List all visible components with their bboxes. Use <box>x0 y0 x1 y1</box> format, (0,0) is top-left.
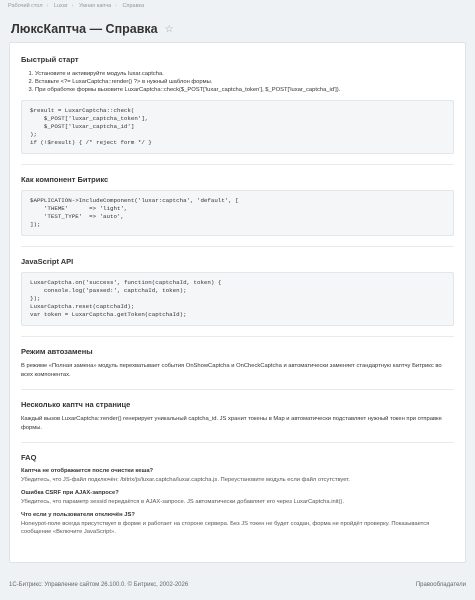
divider <box>21 336 454 337</box>
breadcrumb <box>0 0 475 15</box>
breadcrumb-separator: › <box>115 3 118 9</box>
page-title: ЛюксКаптча — Справка <box>11 22 158 36</box>
breadcrumb-separator: › <box>71 3 74 9</box>
star-icon[interactable]: ☆ <box>164 23 174 35</box>
section-title-multiple: Несколько каптч на странице <box>21 400 131 409</box>
divider <box>21 164 454 165</box>
section-title-bitrix-component: Как компонент Битрикс <box>21 175 109 184</box>
faq-question: Ошибка CSRF при AJAX-запросе? <box>21 490 119 496</box>
section-title-quick-start: Быстрый старт <box>21 55 79 64</box>
help-card <box>9 42 466 563</box>
auto-replace-text: В режиме «Полная замена» модуль перехватывает события OnShowCaptcha и OnCheckCaptcha и автоматически заменяет стандартную каптчу Битрикс во всех компонентах. <box>21 363 442 378</box>
faq-question: Каптча не отображается после очистки кеша? <box>21 468 154 474</box>
title-bar <box>0 15 475 43</box>
code-block-bitrix-component: $APPLICATION->IncludeComponent('luxar:captcha', 'default', [ 'THEME' => 'light', 'TEST_TYPE' => 'auto', ]); <box>21 190 454 236</box>
quick-start-step: 2. Вставьте <?= LuxarCaptcha::render() ?> в нужный шаблон формы. <box>35 78 454 86</box>
faq-question: Что если у пользователя отключён JS? <box>21 512 135 518</box>
section-title-auto-replace: Режим автозамены <box>21 347 93 356</box>
quick-start-step: 1. Установите и активируйте модуль luxar.captcha. <box>35 70 454 78</box>
divider <box>21 246 454 247</box>
code-block-js-api: LuxarCaptcha.on('success', function(captchaId, token) { console.log('passed:', captchaId, token); }); LuxarCaptcha.reset(captchaId); var token = LuxarCaptcha.getToken(captchaId); <box>21 272 454 326</box>
divider <box>21 389 454 390</box>
breadcrumb-item-luxar[interactable]: Luxar <box>53 3 68 9</box>
code-block-quick-start: $result = LuxarCaptcha::check( $_POST['luxar_captcha_token'], $_POST['luxar_captcha_id'] ); if (!$result) { /* reject form */ } <box>21 100 454 154</box>
breadcrumb-separator: › <box>46 3 49 9</box>
section-title-faq: FAQ <box>21 453 37 462</box>
faq-answer: Убедитесь, что JS-файл подключён: /bitrix/js/luxar.captcha/luxar.captcha.js. Переустановите модуль если файл отсутствует. <box>21 477 350 483</box>
faq-answer: Honeypot-поле всегда присутствует в форме и работает на стороне сервера. Без JS токен не будет создан, форма не пройдёт проверку. Показывается сообщение «Включите JavaScript». <box>21 521 430 535</box>
breadcrumb-item-help[interactable]: Справка <box>122 3 145 9</box>
multiple-text: Каждый вызов LuxarCaptcha::render() генерирует уникальный captcha_id. JS хранит токены в Map и автоматически подставляет нужный токен при отправке формы. <box>21 416 442 431</box>
breadcrumb-item-captcha[interactable]: Умная капча <box>79 3 112 9</box>
faq-answer: Убедитесь, что параметр sessid передаётся в AJAX-запросе. JS автоматически добавляет его через LuxarCaptcha.init(). <box>21 499 345 505</box>
faq-list <box>21 468 454 536</box>
footer <box>0 570 475 600</box>
quick-start-steps <box>21 70 454 94</box>
divider <box>21 442 454 443</box>
quick-start-step: 3. При обработке формы вызовите LuxarCaptcha::check($_POST['luxar_captcha_token'], $_POST['luxar_captcha_id']). <box>35 86 454 94</box>
breadcrumb-item-desktop[interactable]: Рабочий стол <box>8 3 43 9</box>
footer-rights-link[interactable]: Правообладатели <box>415 582 466 588</box>
section-title-js-api: JavaScript API <box>21 257 74 266</box>
footer-copyright: 1С-Битрикс: Управление сайтом 26.100.0. © Битрикс, 2002-2026 <box>9 582 189 588</box>
